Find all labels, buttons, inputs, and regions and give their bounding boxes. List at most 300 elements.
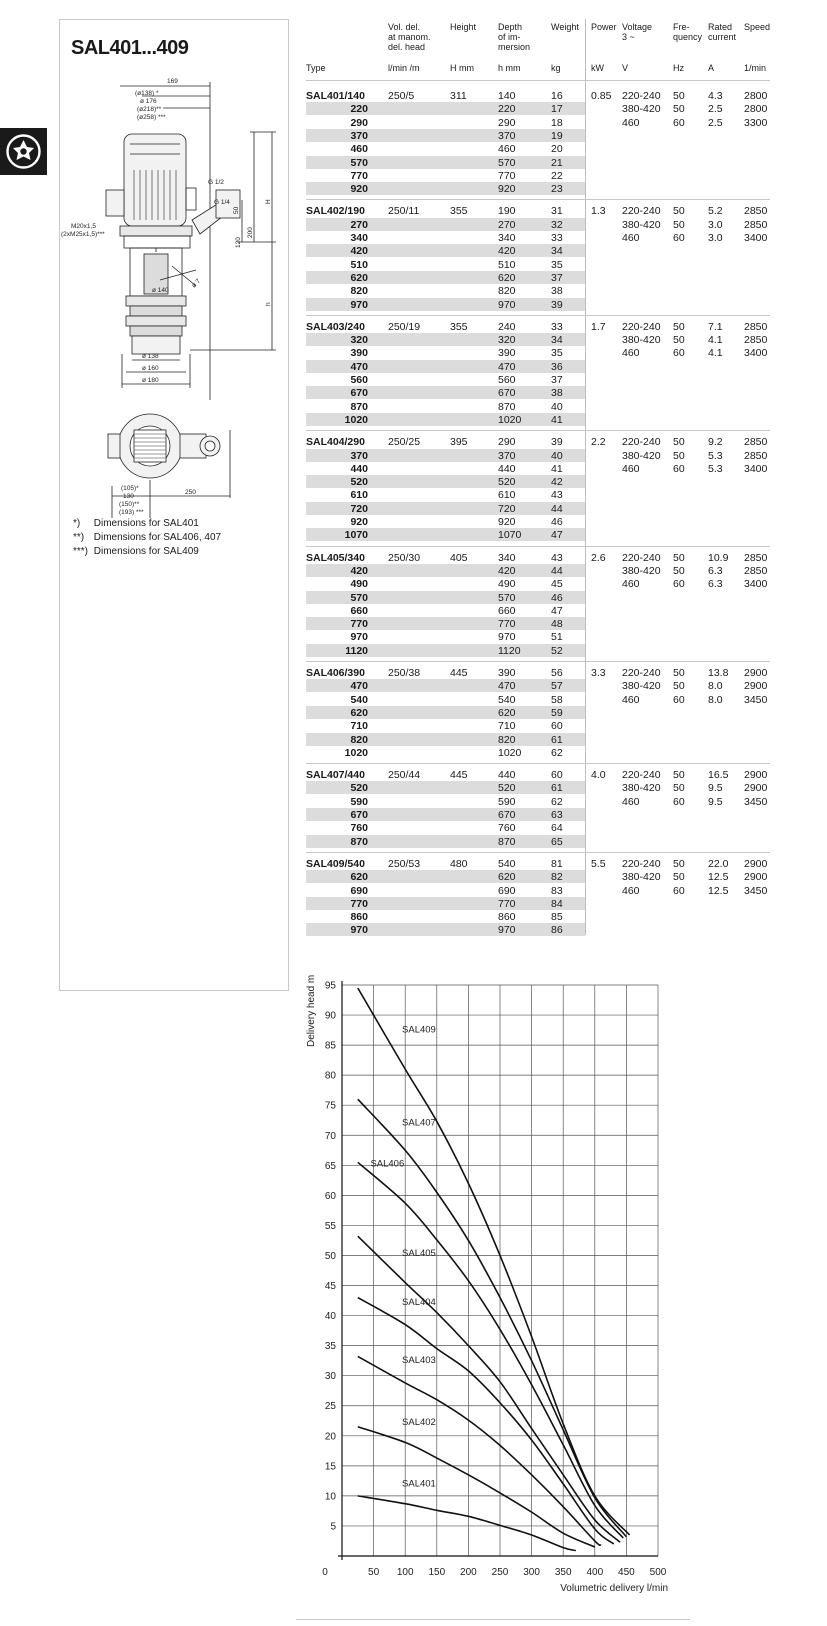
row-band [306,564,585,577]
weight-cell: 23 [551,183,563,196]
type-cell: 620 [350,706,368,719]
type-cell: SAL403/240 [306,320,365,333]
weight-cell: 34 [551,334,563,347]
frequency-cell: 50 [673,667,685,679]
type-cell: SAL402/190 [306,205,365,218]
dim-50: 50 [233,206,240,214]
current-cell: 5.3 [708,462,723,475]
depth-cell: 340 [498,232,516,244]
series-line-sal405 [358,1236,620,1542]
series-label-sal402: SAL402 [402,1416,436,1428]
type-cell: 220 [350,103,368,116]
type-cell: 920 [350,516,368,528]
weight-cell: 46 [551,591,563,604]
weight-cell: 86 [551,924,563,937]
depth-cell: 370 [498,129,516,142]
row-band [306,102,585,115]
type-cell: 610 [350,489,368,502]
speed-cell: 2850 [744,449,768,462]
weight-cell: 65 [551,835,563,848]
type-cell: SAL406/390 [306,667,365,679]
weight-cell: 33 [551,320,563,333]
x-tick-label: 50 [368,1567,380,1578]
unit-label-freq: Hz [673,63,684,73]
frequency-cell: 50 [673,90,685,102]
type-cell: 520 [350,476,368,489]
weight-cell: 64 [551,822,563,835]
dim-d138b: ø 138 [142,353,159,360]
y-tick-label: 75 [324,1100,336,1112]
voltage-cell: 460 [622,116,640,129]
y-tick-label: 70 [324,1130,336,1142]
voltage-cell: 220-240 [622,90,661,102]
dim-169: 169 [167,78,178,85]
series-line-sal403 [358,1356,601,1545]
depth-cell: 660 [498,604,516,617]
dim-d160: ø 160 [142,365,159,372]
row-band [306,475,585,488]
type-cell: 920 [350,183,368,196]
type-cell: 560 [350,374,368,386]
height-cell: 480 [450,857,468,870]
current-cell: 16.5 [708,769,729,782]
weight-cell: 57 [551,680,563,693]
group-rule [306,852,770,853]
series-label-sal405: SAL405 [402,1248,436,1260]
weight-cell: 82 [551,871,563,884]
speed-cell: 2850 [744,551,768,564]
type-cell: 390 [350,347,368,360]
row-band [306,617,585,630]
depth-cell: 710 [498,720,516,733]
depth-cell: 870 [498,400,516,413]
speed-cell: 2900 [744,769,768,782]
speed-cell: 3300 [744,116,768,129]
speed-cell: 2850 [744,205,768,218]
weight-cell: 33 [551,232,563,244]
y-tick-label: 15 [324,1461,336,1473]
depth-cell: 540 [498,693,516,706]
depth-cell: 420 [498,564,516,577]
current-cell: 6.3 [708,578,723,591]
depth-cell: 440 [498,769,516,782]
y-tick-label: 85 [324,1040,336,1052]
vol-cell: 250/44 [388,769,421,782]
dimension-drawing-panel [59,19,289,991]
x-tick-label: 450 [618,1567,635,1578]
depth-cell: 370 [498,449,516,462]
voltage-cell: 460 [622,578,640,591]
weight-cell: 45 [551,578,563,591]
type-cell: 970 [350,298,368,311]
frequency-cell: 50 [673,218,685,231]
row-band [306,449,585,462]
type-cell: 1020 [344,413,368,426]
series-line-sal404 [358,1298,614,1544]
type-cell: 620 [350,871,368,884]
frequency-cell: 60 [673,693,685,706]
speed-cell: 2900 [744,782,768,795]
current-cell: 12.5 [708,871,729,884]
height-cell: 445 [450,667,468,679]
voltage-cell: 460 [622,462,640,475]
height-cell: 445 [450,769,468,782]
dim-d218: (ø218)** [137,106,162,113]
weight-cell: 40 [551,400,563,413]
type-cell: 420 [350,564,368,577]
frequency-cell: 50 [673,782,685,795]
row-band [306,502,585,515]
weight-cell: 34 [551,245,563,258]
row-band [306,386,585,399]
speed-cell: 2850 [744,334,768,347]
depth-cell: 860 [498,911,516,924]
type-cell: 590 [350,795,368,808]
dim-d7: ø 7 [190,277,203,290]
current-cell: 6.3 [708,564,723,577]
dim-g14: G 1/4 [214,199,230,206]
type-cell: SAL401/140 [306,90,365,102]
power-cell: 1.7 [591,320,606,333]
weight-cell: 16 [551,90,563,102]
column-header-weight: Weight [551,22,579,32]
type-cell: 870 [350,400,368,413]
dim-m25: (2xM25x1,5)*** [61,231,105,238]
frequency-cell: 50 [673,871,685,884]
row-band [306,835,585,848]
weight-cell: 43 [551,551,563,564]
vol-cell: 250/30 [388,551,421,564]
speed-cell: 3400 [744,347,768,360]
series-line-sal406 [358,1162,623,1538]
type-cell: 470 [350,680,368,693]
weight-cell: 44 [551,564,563,577]
series-label-sal409: SAL409 [402,1024,436,1036]
series-line-sal409 [358,988,630,1535]
voltage-cell: 460 [622,795,640,808]
type-cell: 870 [350,835,368,848]
group-rule [306,546,770,547]
y-tick-label: 30 [324,1371,336,1383]
type-cell: 770 [350,169,368,182]
type-cell: 660 [350,604,368,617]
frequency-cell: 50 [673,320,685,333]
unit-label-voltage: V [622,63,629,73]
frequency-cell: 50 [673,205,685,218]
brand-logo-icon [0,128,47,175]
type-cell: 320 [350,334,368,347]
type-cell: SAL409/540 [306,857,365,870]
speed-cell: 2800 [744,103,768,116]
row-band [306,298,585,311]
type-cell: 670 [350,387,368,400]
dim-d180: ø 180 [142,377,159,384]
depth-cell: 970 [498,298,516,311]
type-cell: 520 [350,782,368,795]
weight-cell: 40 [551,449,563,462]
current-cell: 13.8 [708,667,729,679]
frequency-cell: 60 [673,578,685,591]
column-header-voltage: Voltage 3 ~ [622,22,653,42]
type-cell: 820 [350,733,368,746]
depth-cell: 920 [498,183,516,196]
unit-label-height: H mm [450,63,474,73]
type-cell: 510 [350,258,368,271]
depth-cell: 670 [498,387,516,400]
current-cell: 9.5 [708,795,723,808]
dim-d176: ø 176 [140,98,157,105]
voltage-cell: 460 [622,232,640,244]
voltage-cell: 220-240 [622,769,661,782]
type-cell: 970 [350,924,368,937]
current-cell: 4.3 [708,90,723,102]
depth-cell: 1070 [498,529,522,542]
voltage-cell: 380-420 [622,103,661,116]
x-tick-label: 200 [460,1567,477,1578]
series-line-sal401 [358,1496,576,1551]
height-cell: 405 [450,551,468,564]
vol-cell: 250/19 [388,320,421,333]
unit-label-weight: kg [551,63,561,73]
depth-cell: 520 [498,782,516,795]
speed-cell: 3450 [744,884,768,897]
table-column-divider [585,19,586,935]
weight-cell: 41 [551,462,563,475]
current-cell: 4.1 [708,334,723,347]
dim-150: (150)** [119,501,140,508]
weight-cell: 37 [551,374,563,386]
vol-cell: 250/53 [388,857,421,870]
header-rule [306,80,770,81]
weight-cell: 41 [551,413,563,426]
dim-g12: G 1/2 [208,179,224,186]
column-header-current: Rated current [708,22,737,42]
depth-cell: 760 [498,822,516,835]
voltage-cell: 220-240 [622,667,661,679]
weight-cell: 42 [551,476,563,489]
frequency-cell: 50 [673,769,685,782]
voltage-cell: 460 [622,884,640,897]
depth-cell: 970 [498,631,516,644]
weight-cell: 81 [551,857,563,870]
depth-cell: 510 [498,258,516,271]
weight-cell: 22 [551,169,563,182]
depth-cell: 560 [498,374,516,386]
voltage-cell: 380-420 [622,334,661,347]
type-cell: 620 [350,271,368,284]
weight-cell: 32 [551,218,563,231]
weight-cell: 52 [551,644,563,657]
type-cell: 760 [350,822,368,835]
depth-cell: 240 [498,320,516,333]
row-band [306,870,585,883]
height-cell: 355 [450,320,468,333]
unit-label-type: Type [306,63,326,73]
type-cell: SAL405/340 [306,551,365,564]
series-label-sal404: SAL404 [402,1296,436,1308]
weight-cell: 37 [551,271,563,284]
current-cell: 5.3 [708,449,723,462]
y-tick-label: 5 [330,1521,336,1533]
weight-cell: 39 [551,298,563,311]
bottom-rule [296,1619,690,1620]
weight-cell: 39 [551,436,563,449]
series-label-sal401: SAL401 [402,1478,436,1490]
speed-cell: 2850 [744,436,768,449]
column-header-freq: Fre- quency [673,22,703,42]
power-cell: 5.5 [591,857,606,870]
x-tick-label: 500 [649,1567,667,1578]
y-tick-label: 25 [324,1401,336,1413]
x-tick-label: 300 [523,1567,540,1578]
row-band [306,679,585,692]
column-header-vol: Vol. del. at manom. del. head [388,22,431,52]
group-rule [306,199,770,200]
height-cell: 311 [450,90,467,102]
x-tick-label: 150 [428,1567,446,1578]
x-tick-label: 250 [491,1567,509,1578]
depth-cell: 570 [498,591,516,604]
current-cell: 7.1 [708,320,723,333]
unit-label-power: kW [591,63,604,73]
dim-m20: M20x1,5 [71,223,96,230]
depth-cell: 190 [498,205,516,218]
frequency-cell: 50 [673,436,685,449]
type-cell: 1120 [345,644,368,657]
y-tick-label: 45 [324,1281,336,1293]
depth-cell: 490 [498,578,516,591]
weight-cell: 58 [551,693,563,706]
dim-250: 250 [185,489,196,496]
weight-cell: 51 [551,631,563,644]
weight-cell: 60 [551,769,563,782]
current-cell: 22.0 [708,857,729,870]
row-band [306,182,585,195]
depth-cell: 970 [498,924,516,937]
group-rule [306,315,770,316]
depth-cell: 920 [498,516,516,528]
speed-cell: 3400 [744,462,768,475]
depth-cell: 870 [498,835,516,848]
row-band [306,781,585,794]
row-band [306,218,585,231]
column-header-height: Height [450,22,477,32]
weight-cell: 62 [551,746,563,759]
speed-cell: 2900 [744,857,768,870]
footnotes [73,517,221,559]
dim-105: (105)* [121,485,139,492]
depth-cell: 610 [498,489,516,502]
type-cell: 710 [350,720,368,733]
speed-cell: 2850 [744,218,768,231]
y-tick-label: 55 [324,1220,336,1232]
current-cell: 9.5 [708,782,723,795]
series-label-sal407: SAL407 [402,1117,436,1129]
type-cell: 270 [350,218,368,231]
weight-cell: 46 [551,516,563,528]
weight-cell: 18 [551,116,563,129]
type-cell: 1070 [344,529,368,542]
current-cell: 2.5 [708,116,723,129]
voltage-cell: 220-240 [622,436,661,449]
y-tick-label: 40 [324,1311,336,1323]
current-cell: 10.9 [708,551,729,564]
depth-cell: 420 [498,245,516,258]
frequency-cell: 50 [673,680,685,693]
type-cell: 470 [350,360,368,373]
weight-cell: 43 [551,489,563,502]
power-cell: 3.3 [591,667,606,679]
type-cell: 440 [350,462,368,475]
type-cell: 770 [350,897,368,910]
unit-label-speed: 1/min [744,63,767,73]
current-cell: 12.5 [708,884,729,897]
weight-cell: 38 [551,285,563,298]
type-cell: 770 [350,618,368,631]
weight-cell: 47 [551,604,563,617]
depth-cell: 440 [498,462,516,475]
type-cell: 670 [350,809,368,821]
row-band [306,129,585,142]
depth-cell: 390 [498,347,516,360]
unit-label-depth: h mm [498,63,521,73]
frequency-cell: 50 [673,334,685,347]
voltage-cell: 220-240 [622,205,661,218]
pump-dimension-drawing [60,20,290,580]
voltage-cell: 220-240 [622,857,661,870]
row-band [306,591,585,604]
depth-cell: 1020 [498,746,522,759]
type-cell: 970 [350,631,368,644]
weight-cell: 44 [551,502,563,515]
power-cell: 2.6 [591,551,606,564]
power-cell: 2.2 [591,436,606,449]
dim-d258: (ø258) *** [137,114,166,121]
dim-130: 130 [123,493,134,500]
row-band [306,706,585,719]
brand-logo-tab [0,128,47,175]
weight-cell: 61 [551,782,563,795]
voltage-cell: 220-240 [622,320,661,333]
vol-cell: 250/5 [388,90,415,102]
weight-cell: 47 [551,529,563,542]
voltage-cell: 380-420 [622,680,661,693]
y-axis-label: Delivery head m [306,974,317,1047]
speed-cell: 3400 [744,232,768,244]
type-cell: 1020 [344,746,368,759]
y-tick-label: 60 [324,1190,336,1202]
voltage-cell: 380-420 [622,218,661,231]
power-cell: 0.85 [591,90,612,102]
type-cell: 720 [350,502,368,515]
depth-cell: 770 [498,169,516,182]
footnote: **) Dimensions for SAL406, 407 [73,532,222,543]
type-cell: SAL404/290 [306,436,365,449]
speed-cell: 2850 [744,320,768,333]
type-cell: 540 [350,693,368,706]
type-cell: 290 [350,116,368,129]
vol-cell: 250/11 [388,205,420,218]
row-band [306,808,585,821]
frequency-cell: 60 [673,116,685,129]
height-cell: 355 [450,205,468,218]
type-cell: SAL407/440 [306,769,365,782]
frequency-cell: 60 [673,462,685,475]
speed-cell: 2900 [744,871,768,884]
voltage-cell: 380-420 [622,449,661,462]
height-cell: 395 [450,436,468,449]
type-cell: 490 [350,578,368,591]
